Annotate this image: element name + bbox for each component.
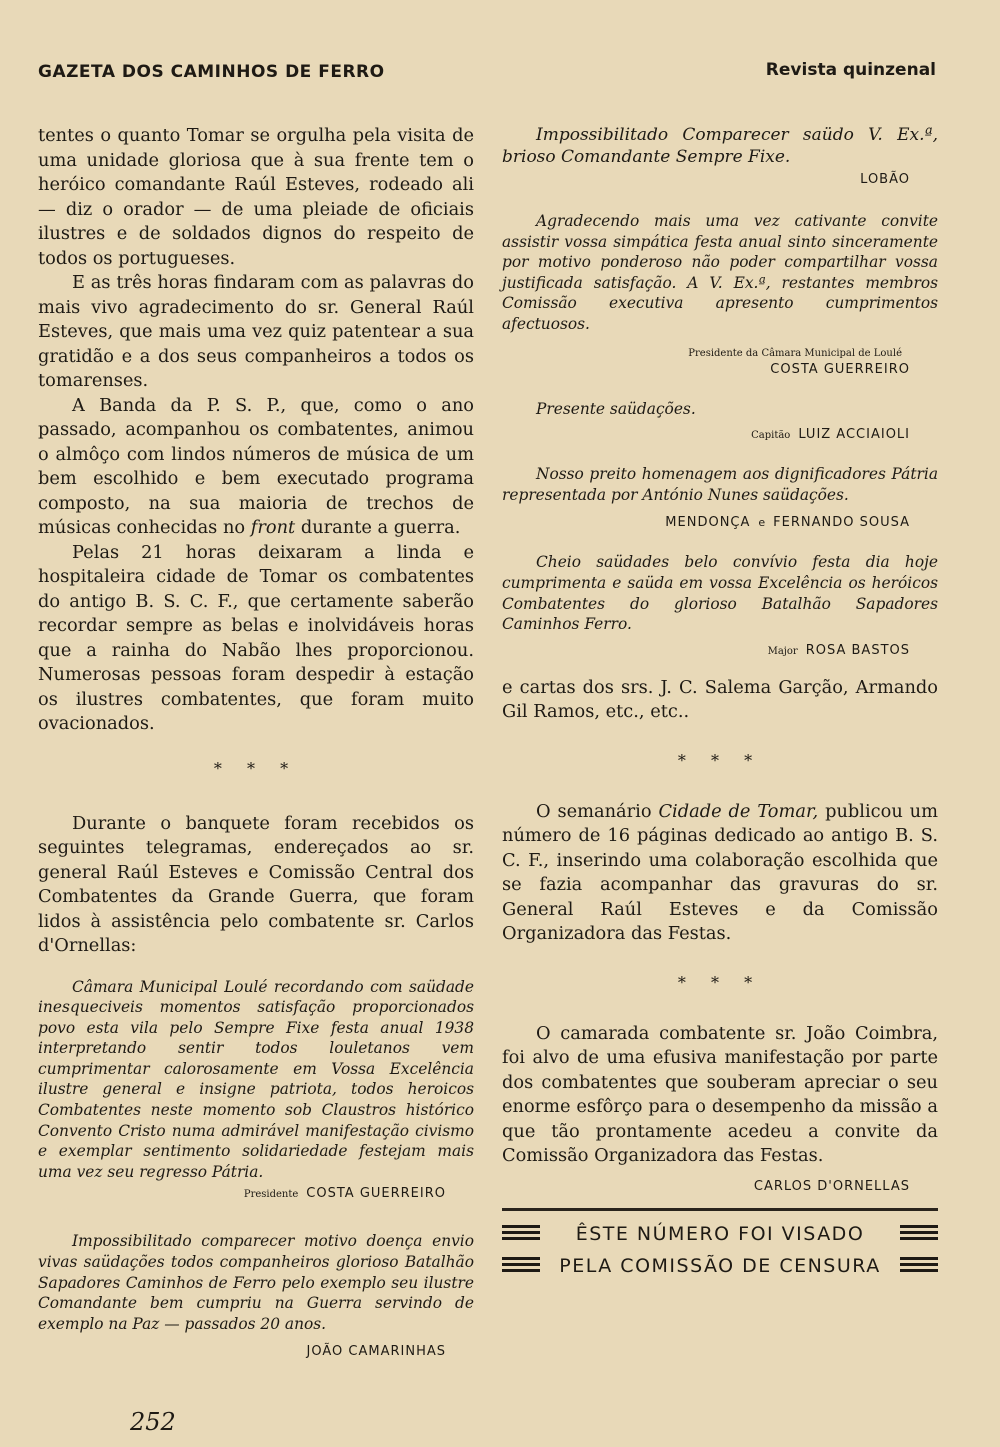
paragraph: O camarada combatente sr. João Coimbra, foi alvo de uma efusiva manifestação por parte dos combatentes que souberam apreciar o seu enorme esfôrço para o desempenho da missão a que tão prontamente acedeu a convite da Comissão Organizadora das Festas. (502, 1022, 938, 1167)
paragraph (502, 800, 938, 947)
signature-name: MENDONÇA (665, 515, 751, 531)
decorative-bars-icon (502, 1257, 540, 1275)
signature-name: FERNANDO SOUSA (773, 515, 910, 531)
telegram: Impossibilitado Comparecer saüdo V. Ex.ª, brioso Comandante Sempre Fixe. (502, 125, 938, 167)
emphasis: front (250, 517, 296, 538)
section-divider: * * * (213, 758, 299, 778)
text-span: publicou um número de 16 páginas dedicado ao antigo B. S. C. F., inserindo uma colaboração escolhida que se fazia acompanhar das gravuras do sr. General Raúl Esteves e da Comissão Organizadora das Festas. (502, 800, 938, 945)
decorative-bars-icon (900, 1257, 938, 1275)
text-span: A Banda da P. S. P., que, como o ano passado, acompanhou os combatentes, animou o almôço com lindos números de música de um bem escolhido e bem executado programa composto, na sua maioria de trechos de músicas conhecidas no (38, 394, 474, 538)
telegram: Nosso preito homenagem aos dignificadores Pátria representada por António Nunes saüdações. (502, 465, 938, 504)
signature-name: LOBÃO (860, 172, 910, 187)
page-number: 252 (130, 1408, 176, 1436)
paragraph: Durante o banquete foram recebidos os seguintes telegramas, endereçados ao sr. general Raúl Esteves e Comissão Central dos Combatentes da Grande Guerra, que foram lidos à assistência pelo combatente sr. Carlos d'Ornellas: (38, 812, 474, 956)
signature-name: COSTA GUERREIRO (306, 1186, 446, 1202)
journal-subtitle: Revista quinzenal (765, 60, 936, 80)
paragraph: Pelas 21 horas deixaram a linda e hospitaleira cidade de Tomar os combatentes do antigo B. S. C. F., que certamente saberão recordar sempre as belas e inolvidáveis horas que a rainha do Nabão lhes proporcionou. Numerosas pessoas foram despedir à estação os ilustres combatentes, que foram muito ovacionados. (38, 541, 474, 734)
paragraph (38, 394, 474, 541)
signature-name: ROSA BASTOS (805, 642, 910, 658)
signature-title: Major (767, 645, 798, 657)
signature (38, 1344, 446, 1359)
censorship-text: PELA COMISSÃO DE CENSURA (559, 1254, 881, 1277)
signature-name: COSTA GUERREIRO (770, 361, 910, 377)
signature (38, 1186, 446, 1201)
signature-title: Capitão (751, 430, 791, 442)
left-column (38, 124, 474, 1359)
section-divider: * * * (677, 972, 763, 992)
signature-title: Presidente da Câmara Municipal de Loulé (688, 347, 902, 359)
decorative-bars-icon (502, 1225, 540, 1243)
censorship-text: ÊSTE NÚMERO FOI VISADO (575, 1222, 865, 1245)
signature-title: Presidente (243, 1189, 299, 1201)
paragraph: E as três horas findaram com as palavras do mais vivo agradecimento do sr. General Raúl Esteves, que mais uma vez quiz patentear a sua gratidão e a dos seus companheiros a todos os tomarenses. (38, 272, 474, 391)
text-span: durante a guerra. (295, 517, 461, 538)
signature (502, 643, 910, 658)
section-divider: * * * (677, 750, 763, 770)
signature-name: JOÃO CAMARINHAS (306, 1344, 446, 1360)
telegram: Câmara Municipal Loulé recordando com saüdade inesqueciveis momentos satisfação proporcionados povo esta vila pelo Sempre Fixe festa anual 1938 interpretando sentir todos louletanos vem cumprimentar calorosamente em Vossa Excelência ilustre general e insigne patriota, todos heroicos Combatentes neste momento sob Claustros histórico Convento Cristo numa admirável manifestação civismo e exemplar sentimento solidariedade festejam mais uma vez seu regresso Pátria. (38, 977, 474, 1181)
author-signature: CARLOS D'ORNELLAS (753, 1178, 910, 1194)
paragraph: tentes o quanto Tomar se orgulha pela visita de uma unidade gloriosa que à sua frente tem o heróico comandante Raúl Esteves, rodeado ali — diz o orador — de uma pleiade de oficiais ilustres e de soldados dignos do respeito de todos os portugueses. (38, 125, 474, 269)
telegram: Impossibilitado comparecer motivo doença envio vivas saüdações todos companheiros glorioso Batalhão Sapadores Caminhos de Ferro pelo exemplo seu ilustre Comandante bem cumpriu na Guerra servindo de exemplo na Paz — passados 20 anos. (38, 1232, 474, 1333)
signature (502, 172, 910, 187)
censorship-notice (502, 1208, 938, 1277)
censorship-line (502, 1223, 938, 1245)
emphasis: Cidade de Tomar, (658, 800, 819, 822)
telegram: Presente saüdações. (536, 399, 696, 418)
signature-conjunction: e (758, 516, 766, 530)
censorship-line (502, 1255, 938, 1277)
signature-name: LUIZ ACCIAIOLI (798, 427, 910, 443)
signature (502, 427, 910, 442)
journal-title: GAZETA DOS CAMINHOS DE FERRO (38, 62, 385, 82)
right-column (502, 124, 938, 1287)
telegram: Agradecendo mais uma vez cativante convite assistir vossa simpática festa anual sinto sinceramente por motivo ponderoso não poder compartilhar vossa justificada satisfação. A V. Ex.ª, restantes membros Comissão executiva apresento cumprimentos afectuosos. (502, 212, 938, 333)
telegram: Cheio saüdades belo convívio festa dia hoje cumprimenta e saüda em vossa Excelência os heróicos Combatentes do glorioso Batalhão Sapadores Caminhos Ferro. (502, 553, 938, 634)
signature (502, 515, 910, 530)
signature (502, 345, 910, 360)
decorative-bars-icon (900, 1225, 938, 1243)
paragraph: e cartas dos srs. J. C. Salema Garção, Armando Gil Ramos, etc., etc.. (502, 676, 938, 723)
signature (502, 362, 910, 377)
text-span: O semanário (536, 800, 659, 822)
